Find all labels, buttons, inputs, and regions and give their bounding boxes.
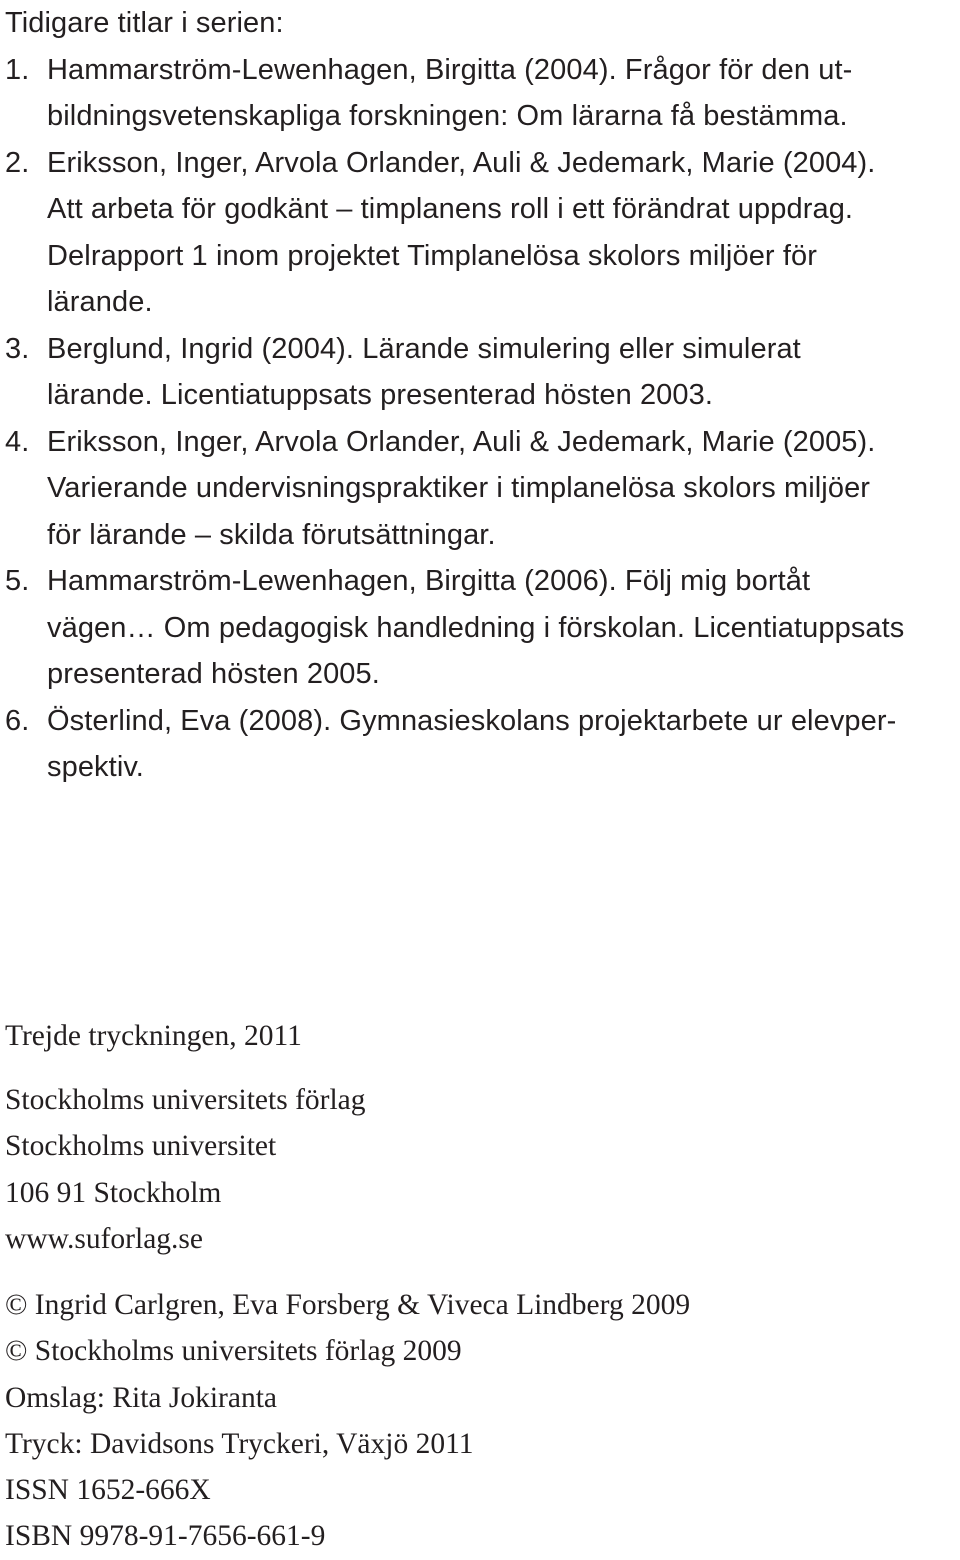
series-item-text: presenterad hösten 2005. [47,658,380,690]
series-item-number: 4. [5,425,30,458]
series-item-text: spektiv. [47,751,144,783]
series-item-text: Varierande undervisningspraktiker i timplanelösa skolors miljöer [47,472,871,504]
series-item-number: 5. [5,565,30,597]
printing-edition: Trejde tryckningen, 2011 [5,1020,302,1052]
series-item-text: Att arbeta för godkänt – timplanens roll i ett förändrat uppdrag. [47,193,854,225]
publisher-name: Stockholms universitets förlag [5,1084,366,1116]
series-item-text: för lärande – skilda förutsättningar. [47,518,496,551]
copyright-publisher: © Stockholms universitets förlag 2009 [5,1335,462,1368]
series-item-text: Österlind, Eva (2008). Gymnasieskolans projektarbete ur elevper- [47,704,897,737]
publisher-university: Stockholms universitet [5,1130,277,1163]
series-item-3 [5,326,955,419]
publisher-postal-address: 106 91 Stockholm [5,1176,222,1209]
series-item-number: 2. [5,146,30,179]
series-item-number: 1. [5,53,30,86]
cover-credit: Omslag: Rita Jokiranta [5,1381,278,1414]
series-item-text: Eriksson, Inger, Arvola Orlander, Auli & Jedemark, Marie (2005). [47,425,876,458]
rights-and-identifiers [5,1282,955,1560]
printing-note [5,1013,955,1059]
series-item-4 [5,419,955,559]
previous-titles-list [5,47,955,791]
series-item-text: vägen… Om pedagogisk handledning i förskolan. Licentiatuppsats [47,611,905,644]
series-item-text: bildningsvetenskapliga forskningen: Om lärarna få bestämma. [47,100,848,132]
series-item-text: Berglund, Ingrid (2004). Lärande simulering eller simulerat [47,332,801,365]
isbn-number: ISBN 9978-91-7656-661-9 [5,1520,326,1553]
publisher-address [5,1077,955,1262]
series-item-2 [5,140,955,326]
series-item-text: Hammarström-Lewenhagen, Birgitta (2004). Frågor för den ut- [47,53,853,86]
previous-titles-section [5,0,955,791]
series-item-6 [5,698,955,791]
series-item-text: Delrapport 1 inom projektet Timplanelösa skolors miljöer för [47,239,817,272]
previous-titles-heading: Tidigare titlar i serien: [5,7,284,39]
series-item-text: lärande. Licentiatuppsats presenterad hösten 2003. [47,379,714,411]
series-item-number: 6. [5,704,30,737]
print-credit: Tryck: Davidsons Tryckeri, Växjö 2011 [5,1427,474,1460]
copyright-authors: © Ingrid Carlgren, Eva Forsberg & Viveca Lindberg 2009 [5,1289,691,1321]
issn-number: ISSN 1652-666X [5,1474,211,1507]
series-item-text: lärande. [47,286,153,318]
series-item-1 [5,47,955,140]
series-item-number: 3. [5,332,30,365]
series-item-text: Eriksson, Inger, Arvola Orlander, Auli & Jedemark, Marie (2004). [47,146,876,179]
series-item-text: Hammarström-Lewenhagen, Birgitta (2006). Följ mig bortåt [47,565,811,597]
publisher-website: www.suforlag.se [5,1222,203,1255]
series-item-5 [5,558,955,698]
